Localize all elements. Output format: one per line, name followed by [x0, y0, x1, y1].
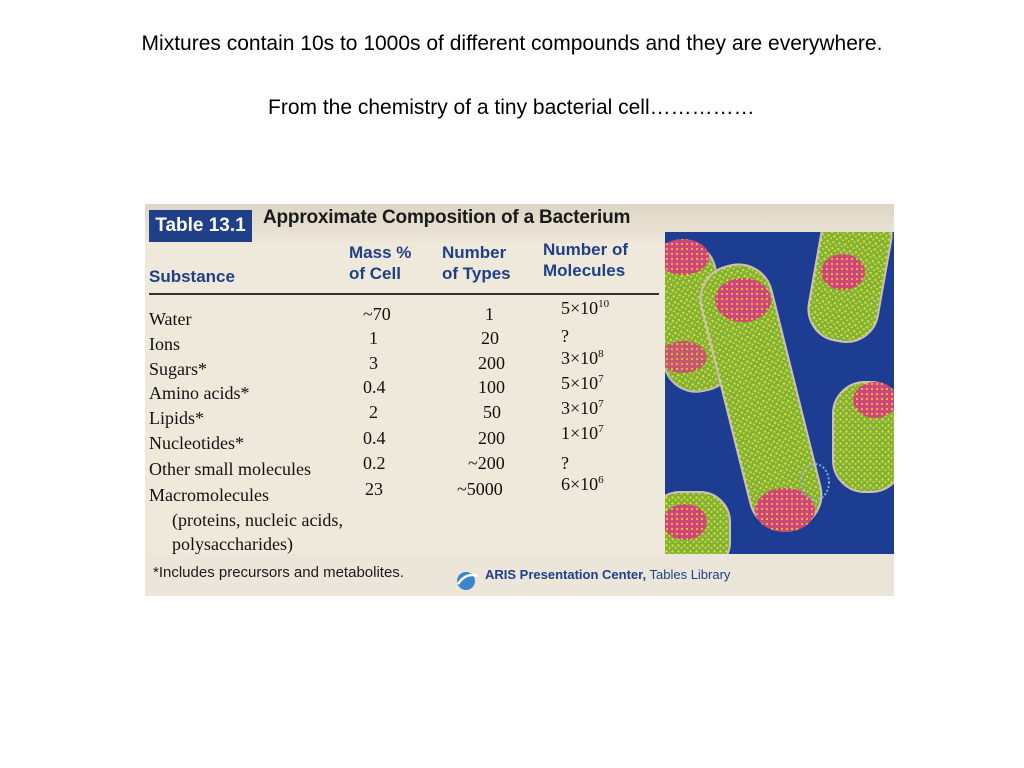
composition-table-figure	[145, 204, 894, 596]
cell-substance: Sugars*	[149, 359, 207, 379]
cell-mass: ~70	[363, 304, 391, 324]
cell-mass: 1	[369, 328, 378, 348]
col-header-molecules-2: Molecules	[543, 261, 626, 280]
bacteria-micrograph	[665, 232, 894, 554]
macromolecule-note-2: polysaccharides)	[172, 534, 293, 554]
cell-types: 200	[478, 353, 505, 373]
slide-line-2: From the chemistry of a tiny bacterial cell……………	[268, 96, 755, 119]
cell-substance: Lipids*	[149, 408, 205, 428]
cell-substance: Nucleotides*	[149, 433, 244, 453]
header-rule	[149, 293, 659, 295]
cell-types: ~5000	[457, 479, 503, 499]
credit-main: ARIS Presentation Center,	[485, 567, 647, 582]
cell-molecules: $5\times 10^7$	[561, 373, 604, 393]
col-header-types-2: of Types	[442, 264, 511, 283]
macromolecule-note-1: (proteins, nucleic acids,	[172, 510, 343, 530]
bacteria-micrograph-image	[665, 232, 894, 554]
cell-molecules: $1\times 10^7$	[561, 423, 604, 443]
credit-sub: Tables Library	[649, 567, 731, 582]
table-title: Approximate Composition of a Bacterium	[263, 207, 631, 228]
col-header-mass-2: of Cell	[349, 264, 401, 283]
cell-types: 1	[485, 304, 494, 324]
col-header-types-1: Number	[442, 243, 507, 262]
cell-mass: 2	[369, 402, 378, 422]
table-tag: Table 13.1	[149, 210, 252, 242]
cell-mass: 3	[369, 353, 378, 373]
aris-logo-icon	[454, 570, 482, 592]
cell-molecules: ?	[561, 453, 569, 473]
col-header-molecules-1: Number of	[543, 240, 628, 259]
cell-molecules: $3\times 10^7$	[561, 398, 604, 418]
credit-text	[485, 567, 730, 582]
cell-types: 200	[478, 428, 505, 448]
cell-mass: 0.4	[363, 377, 386, 397]
cell-substance: Amino acids*	[149, 383, 250, 403]
cell-mass: 0.4	[363, 428, 386, 448]
cell-molecules: $6\times 10^6$	[561, 474, 604, 494]
col-header-substance: Substance	[149, 267, 235, 286]
cell-substance: Ions	[149, 334, 180, 354]
cell-molecules: ?	[561, 326, 569, 346]
cell-types: ~200	[468, 453, 505, 473]
cell-types: 50	[483, 402, 501, 422]
cell-substance: Other small molecules	[149, 459, 311, 479]
cell-molecules: $3\times 10^8$	[561, 348, 604, 368]
cell-types: 20	[481, 328, 499, 348]
col-header-mass-1: Mass %	[349, 243, 412, 262]
slide-line-1: Mixtures contain 10s to 1000s of different compounds and they are everywhere.	[141, 32, 883, 55]
cell-molecules: $5\times 10^{10}$	[561, 298, 610, 318]
table-footnote: *Includes precursors and metabolites.	[153, 564, 404, 581]
cell-mass: 23	[365, 479, 383, 499]
cell-mass: 0.2	[363, 453, 386, 473]
cell-types: 100	[478, 377, 505, 397]
cell-substance: Water	[149, 309, 192, 329]
cell-substance: Macromolecules	[149, 485, 269, 505]
